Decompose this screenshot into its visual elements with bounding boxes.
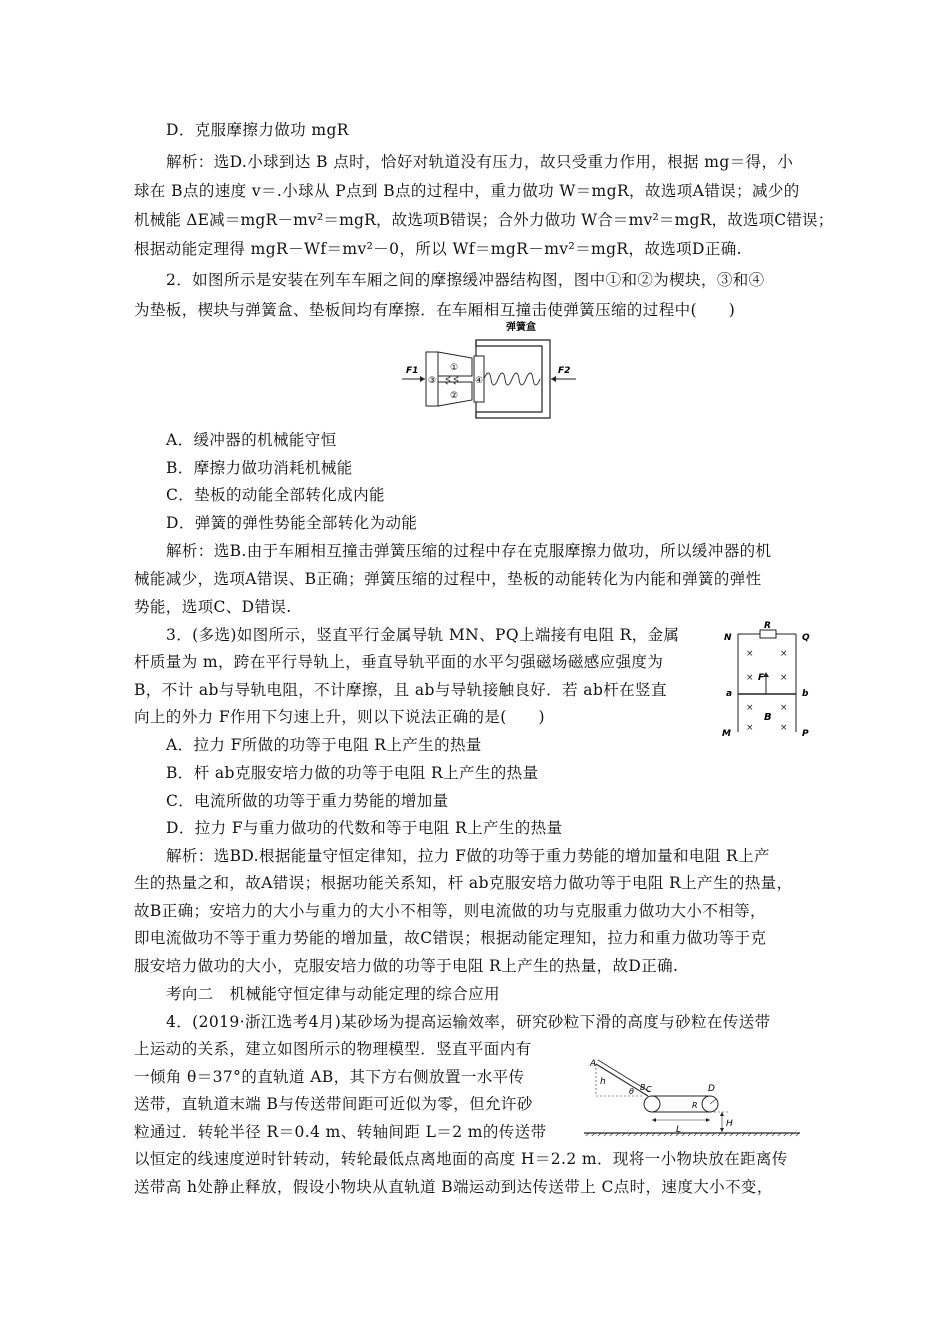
q1-analysis-line-4: 根据动能定理得 mgR－Wf＝mv²－0，所以 Wf＝mgR－mv²＝mgR，故选项D正确. <box>134 240 743 258</box>
q3-stem-line-1: 3．(多选)如图所示，竖直平行金属导轨 MN、PQ上端接有电阻 R，金属 <box>166 626 680 644</box>
q3-analysis-line-5: 服安培力做功的大小，克服安培力做的功等于电阻 R上产生的热量，故D正确. <box>134 957 679 975</box>
label-B: B <box>640 1083 646 1092</box>
label-L: L <box>676 1125 682 1135</box>
conveyor-figure <box>582 1058 804 1146</box>
spring-box <box>476 340 550 418</box>
q1-analysis-line-3: 机械能 ΔE减＝mgR－mv²＝mgR，故选项B错误；合外力做功 W合＝mv²＝mgR，故选项C错误； <box>134 211 834 229</box>
q3-option-b: B．杆 ab克服安培力做的功等于电阻 R上产生的热量 <box>166 764 539 782</box>
q4-stem-line-2: 上运动的关系，建立如图所示的物理模型．竖直平面内有 <box>134 1040 532 1058</box>
label-Q: Q <box>802 633 810 643</box>
resistor <box>760 630 776 638</box>
label-4: ④ <box>475 376 484 386</box>
q3-analysis-line-2: 生的热量之和，故A错误；根据功能关系知，杆 ab克服安培力做功等于电阻 R上产生的热量， <box>134 874 793 892</box>
label-P: P <box>802 729 809 739</box>
label-2: ② <box>450 391 459 401</box>
rail-figure <box>716 618 820 744</box>
q4-stem-line-1: 4．(2019·浙江选考4月)某砂场为提高运输效率，研究砂粒下滑的高度与砂粒在传送带 <box>166 1013 771 1031</box>
q2-analysis-line-3: 势能，选项C、D错误. <box>134 598 292 616</box>
label-M: M <box>722 729 731 739</box>
q3-option-c: C．电流所做的功等于重力势能的增加量 <box>166 792 449 810</box>
left-pulley <box>644 1096 660 1112</box>
q1-option-d: D．克服摩擦力做功 mgR <box>166 121 349 139</box>
field-cross: × <box>780 723 788 733</box>
field-cross: × <box>746 649 754 659</box>
q3-analysis-line-3: 故B正确；安培力的大小与重力的大小不相等，则电流做的功与克服重力做功大小不相等， <box>134 902 766 920</box>
q4-stem-line-5: 粒通过．转轮半径 R＝0.4 m、转轴间距 L＝2 m的传送带 <box>134 1123 547 1141</box>
section-title: 考向二 机械能守恒定律与动能定理的综合应用 <box>166 985 500 1003</box>
buffer-figure <box>398 318 580 428</box>
q3-analysis-line-4: 即电流做功不等于重力势能的增加量，故C错误；根据动能定理知，拉力和重力做功等于克 <box>134 929 767 947</box>
q2-stem-line-1: 2．如图所示是安装在列车车厢之间的摩擦缓冲器结构图，图中①和②为楔块，③和④ <box>166 271 765 289</box>
label-C: C <box>646 1085 652 1094</box>
main-spring <box>484 373 540 385</box>
label-1: ① <box>450 363 459 373</box>
force-f1-label: F1 <box>406 366 419 376</box>
label-A: A <box>590 1059 597 1069</box>
spring-box-label: 弹簧盒 <box>506 322 536 333</box>
q2-analysis-line-2: 械能减少，选项A错误、B正确；弹簧压缩的过程中，垫板的动能转化为内能和弹簧的弹性 <box>134 570 762 588</box>
q4-stem-line-3: 一倾角 θ＝37°的直轨道 AB，其下方右侧放置一水平传 <box>134 1068 525 1086</box>
q2-option-a: A．缓冲器的机械能守恒 <box>166 431 337 449</box>
q1-analysis-line-2: 球在 B点的速度 v＝.小球从 P点到 B点的过程中，重力做功 W＝mgR，故选项A错误；减少的 <box>134 182 800 200</box>
label-B: B <box>764 712 772 723</box>
field-cross: × <box>746 703 754 713</box>
field-cross: × <box>746 673 754 683</box>
label-b: b <box>802 689 809 699</box>
q2-stem-line-2: 为垫板，楔块与弹簧盒、垫板间均有摩擦．在车厢相互撞击使弹簧压缩的过程中( ) <box>134 301 736 319</box>
q3-option-d: D．拉力 F与重力做功的代数和等于电阻 R上产生的热量 <box>166 819 563 837</box>
label-3: ③ <box>428 376 437 386</box>
label-a: a <box>726 689 733 699</box>
q3-stem-line-4: 向上的外力 F作用下匀速上升，则以下说法正确的是( ) <box>134 708 545 726</box>
q4-stem-line-7: 送带高 h处静止释放，假设小物块从直轨道 B端运动到达传送带上 C点时，速度大小不变， <box>134 1178 773 1196</box>
q3-stem-line-2: 杆质量为 m，跨在平行导轨上，垂直导轨平面的水平匀强磁场磁感应强度为 <box>134 653 664 671</box>
label-R: R <box>764 621 771 631</box>
q3-option-a: A．拉力 F所做的功等于电阻 R上产生的热量 <box>166 736 482 754</box>
q4-stem-line-4: 送带，直轨道末端 B与传送带间距可近似为零，但允许砂 <box>134 1095 533 1113</box>
label-R: R <box>692 1101 698 1110</box>
q2-option-b: B．摩擦力做功消耗机械能 <box>166 459 353 477</box>
force-f2-label: F2 <box>558 366 571 376</box>
label-F: F <box>758 673 765 683</box>
field-cross: × <box>780 673 788 683</box>
q2-analysis-line-1: 解析：选B.由于车厢相互撞击弹簧压缩的过程中存在克服摩擦力做功，所以缓冲器的机 <box>166 542 772 560</box>
q3-analysis-line-1: 解析：选BD.根据能量守恒定律知，拉力 F做的功等于重力势能的增加量和电阻 R上产 <box>166 847 770 865</box>
label-D: D <box>708 1084 715 1094</box>
label-h: h <box>600 1077 606 1087</box>
field-cross: × <box>780 649 788 659</box>
field-cross: × <box>780 703 788 713</box>
q1-analysis-line-1: 解析：选D.小球到达 B 点时，恰好对轨道没有压力，故只受重力作用，根据 mg＝得，小 <box>166 153 794 171</box>
q2-option-c: C．垫板的动能全部转化成内能 <box>166 486 385 504</box>
label-theta: θ <box>629 1087 634 1096</box>
field-cross: × <box>746 723 754 733</box>
label-N: N <box>724 633 732 643</box>
q3-stem-line-3: B，不计 ab与导轨电阻，不计摩擦，且 ab与导轨接触良好．若 ab杆在竖直 <box>134 681 667 699</box>
q2-option-d: D．弹簧的弹性势能全部转化为动能 <box>166 514 418 532</box>
label-H: H <box>726 1119 733 1129</box>
q4-stem-line-6: 以恒定的线速度逆时针转动，转轮最低点离地面的高度 H＝2.2 m．现将一小物块放在距离传 <box>134 1150 788 1168</box>
